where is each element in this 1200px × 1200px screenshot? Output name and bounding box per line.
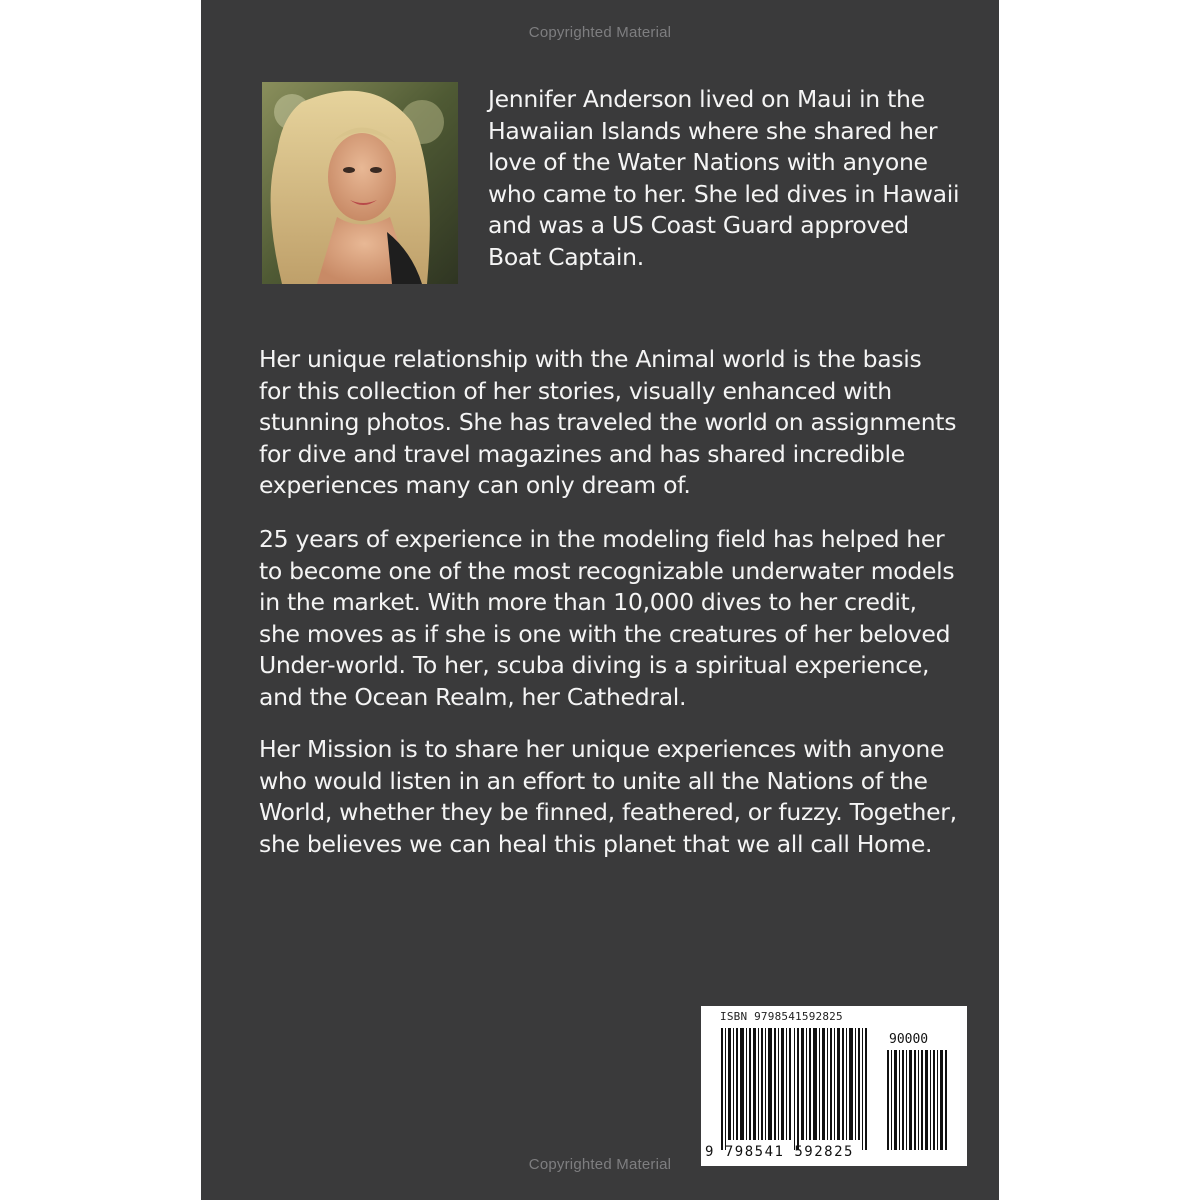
author-photo bbox=[262, 82, 458, 284]
price-code: 90000 bbox=[889, 1032, 929, 1047]
watermark-top: Copyrighted Material bbox=[528, 24, 672, 41]
watermark-bottom: Copyrighted Material bbox=[528, 1156, 672, 1173]
isbn-barcode bbox=[701, 1006, 967, 1166]
back-cover bbox=[201, 0, 999, 1200]
isbn-number: 9 798541 592825 bbox=[705, 1144, 854, 1160]
paragraph: 25 years of experience in the modeling field has helped her to become one of the most recognizable underwater models in the market. With more than 10,000 dives to her credit, she moves as if she is one with the creatures of her beloved Under-world. To her, scuba diving is a spiritual experience, and the Ocean Realm, her Cathedral. bbox=[259, 525, 955, 711]
isbn-label: ISBN 9798541592825 bbox=[720, 1010, 843, 1023]
paragraph: Her unique relationship with the Animal world is the basis for this collection of her stories, visually enhanced with stunning photos. She has traveled the world on assignments for dive and travel magazines and has shared incredible experiences many can only dream of. bbox=[259, 345, 957, 499]
barcode-bars-icon bbox=[701, 1006, 967, 1166]
paragraph: Her Mission is to share her unique experiences with anyone who would listen in an effort to unite all the Nations of the World, whether they be finned, feathered, or fuzzy. Together, she believes we can heal this planet that we all call Home. bbox=[259, 735, 957, 858]
author-intro: Jennifer Anderson lived on Maui in the Hawaiian Islands where she shared her love of the Water Nations with anyone who came to her. She led dives in Hawaii and was a US Coast Guard approved Boat Captain. bbox=[488, 85, 960, 271]
